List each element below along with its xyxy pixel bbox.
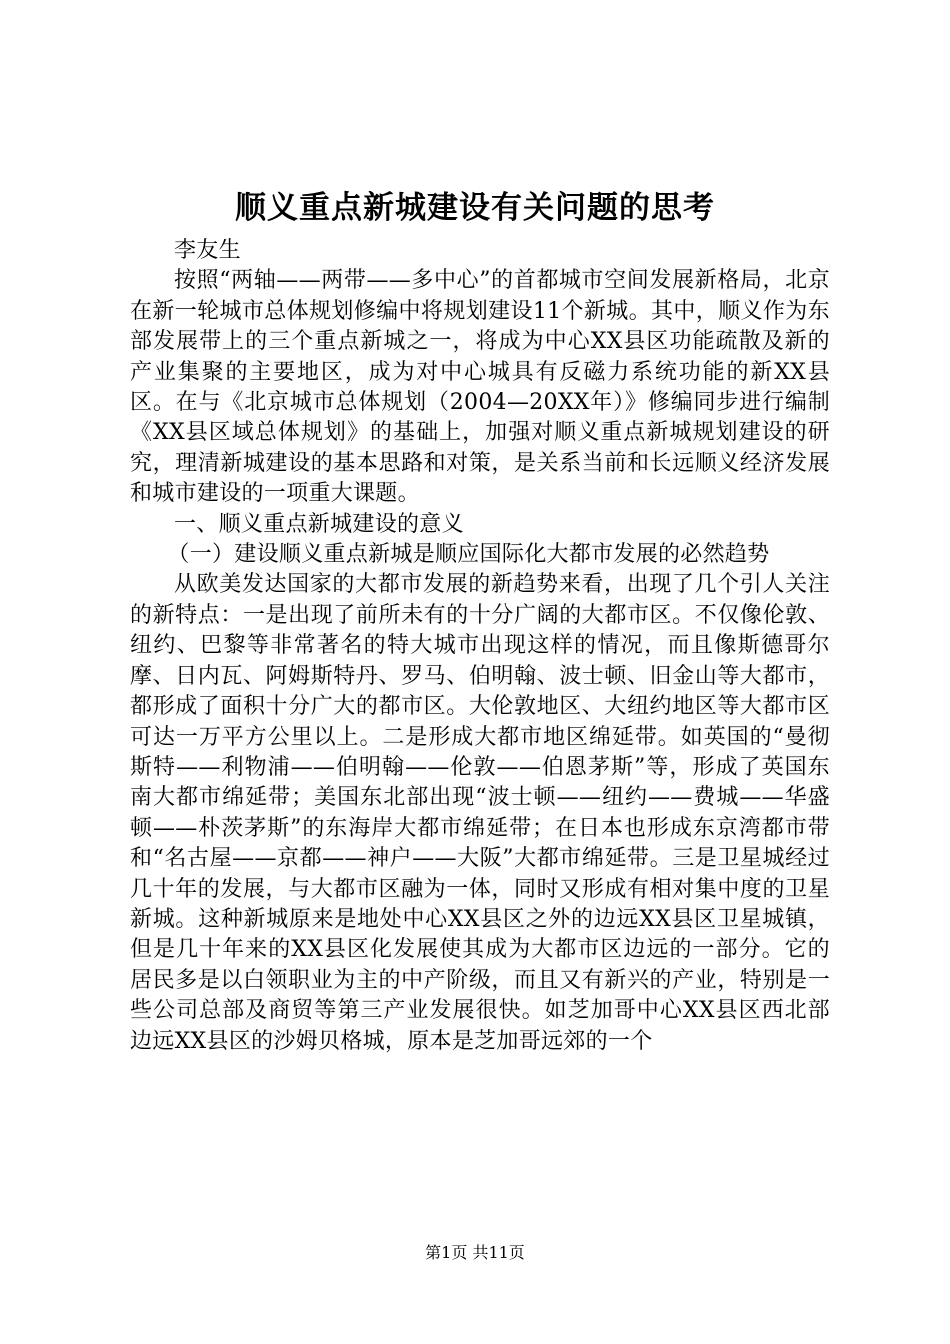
paragraph-body: 从欧美发达国家的大都市发展的新趋势来看，出现了几个引人关注的新特点：一是出现了前所未有的十分广阔的大都市区。不仅像伦敦、纽约、巴黎等非常著名的特大城市出现这样的情况，而且像斯德哥尔摩、日内瓦、阿姆斯特丹、罗马、伯明翰、波士顿、旧金山等大都市，都形成了面积十分广大的都市区。大伦敦地区、大纽约地区等大都市区可达一万平方公里以上。二是形成大都市地区绵延带。如英国的“曼彻斯特——利物浦——伯明翰——伦敦——伯恩茅斯”等，形成了英国东南大都市绵延带；美国东北部出现“波士顿——纽约——费城——华盛顿——朴茨茅斯”的东海岸大都市绵延带；在日本也形成东京湾都市带和“名古屋——京都——神户——大阪”大都市绵延带。三是卫星城经过几十年的发展，与大都市区融为一体，同时又形成有相对集中度的卫星新城。这种新城原来是地处中心XX县区之外的边远XX县区卫星城镇，但是几十年来的XX县区化发展使其成为大都市区边远的一部分。它的居民多是以白领职业为主的中产阶级，而且又有新兴的产业，特别是一些公司总部及商贸等第三产业发展很快。如芝加哥中心XX县区西北部边远XX县区的沙姆贝格城，原本是芝加哥远郊的一个: [130, 572, 830, 1054]
subsection-heading-1: （一）建设顺义重点新城是顺应国际化大都市发展的必然趋势: [167, 542, 770, 568]
paragraph-intro: 按照“两轴——两带——多中心”的首都城市空间发展新格局，北京在新一轮城市总体规划修编中将规划建设11个新城。其中，顺义作为东部发展带上的三个重点新城之一，将成为中心XX县区功能疏散及新的产业集聚的主要地区，成为对中心城具有反磁力系统功能的新XX县区。在与《北京城市总体规划（2004—20XX年）》修编同步进行编制《XX县区域总体规划》的基础上，加强对顺义重点新城规划建设的研究，理清新城建设的基本思路和对策，是关系当前和长远顺义经济发展和城市建设的一项重大课题。: [130, 268, 830, 507]
author-line: 李友生: [174, 238, 241, 263]
document-body: [130, 236, 830, 1057]
page-footer: 第1页 共11页: [425, 1243, 525, 1262]
document-title: 顺义重点新城建设有关问题的思考: [235, 190, 715, 226]
section-heading-1: 一、顺义重点新城建设的意义: [174, 511, 464, 537]
